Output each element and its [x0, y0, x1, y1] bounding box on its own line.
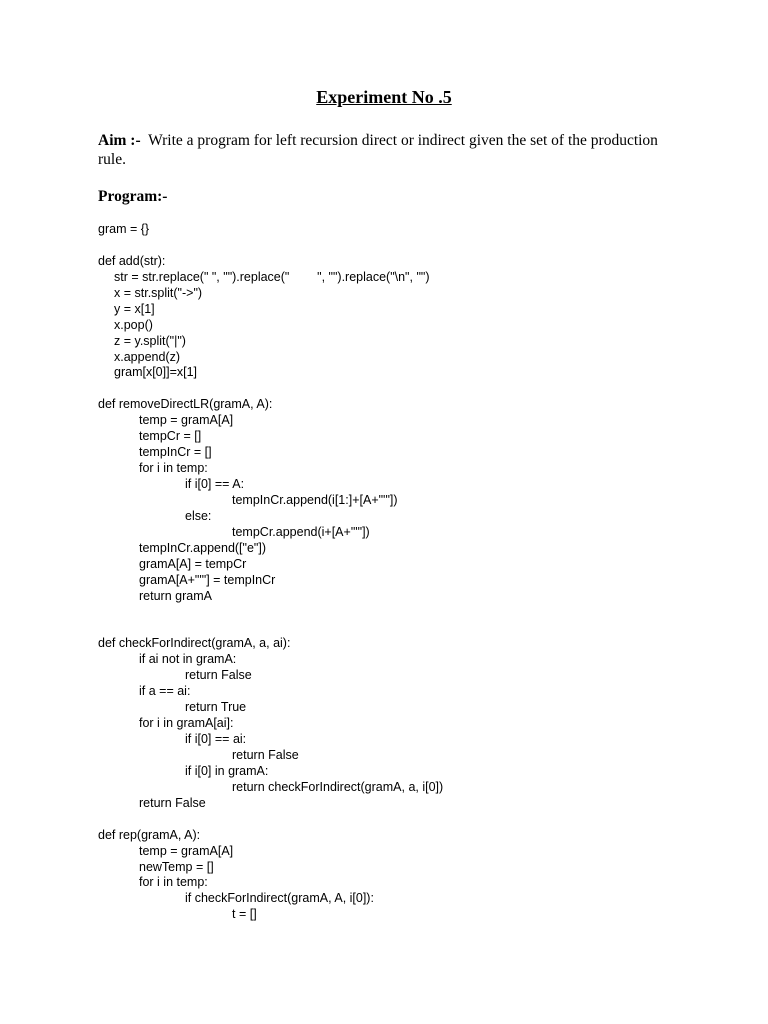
code-line: x.pop() — [114, 317, 153, 332]
aim-paragraph — [98, 131, 678, 169]
code-line: if ai not in gramA: — [139, 652, 237, 667]
aim-text: Write a program for left recursion direct or indirect given the set of the production rule. — [98, 132, 658, 168]
blank-line — [98, 238, 738, 254]
code-line: return checkForIndirect(gramA, a, i[0]) — [232, 779, 444, 794]
code-line: newTemp = [] — [139, 859, 214, 874]
code-line: def checkForIndirect(gramA, a, ai): — [98, 636, 291, 651]
code-line: for i in temp: — [139, 461, 208, 476]
aim-label: Aim :- — [98, 132, 141, 149]
code-line: else: — [185, 508, 212, 523]
blank-line — [98, 620, 738, 636]
code-line: tempCr.append(i+[A+"'"]) — [232, 524, 370, 539]
code-line: gramA[A] = tempCr — [139, 556, 247, 571]
code-line: gram[x[0]]=x[1] — [114, 365, 198, 380]
code-line: tempCr = [] — [139, 429, 202, 444]
code-line: def removeDirectLR(gramA, A): — [98, 397, 273, 412]
code-line: temp = gramA[A] — [139, 843, 234, 858]
code-line: if i[0] in gramA: — [185, 763, 269, 778]
code-line: gram = {} — [98, 222, 150, 236]
code-line: def rep(gramA, A): — [98, 827, 201, 842]
code-line: if i[0] == ai: — [185, 732, 247, 746]
code-line: if a == ai: — [139, 684, 191, 699]
code-line: def add(str): — [98, 253, 166, 268]
code-line: return True — [185, 700, 247, 715]
code-line: return False — [139, 795, 206, 810]
code-line: x.append(z) — [114, 349, 181, 364]
program-label: Program:- — [98, 188, 168, 205]
code-line: z = y.split("|") — [114, 333, 186, 348]
code-block — [98, 222, 738, 923]
code-line: for i in temp: — [139, 875, 208, 890]
code-line: temp = gramA[A] — [139, 413, 234, 428]
code-line: return False — [232, 747, 299, 762]
code-line: gramA[A+"'"] = tempInCr — [139, 572, 276, 587]
code-line: return gramA — [139, 588, 212, 603]
code-line: tempInCr.append(i[1:]+[A+"'"]) — [232, 492, 398, 507]
code-line: for i in gramA[ai]: — [139, 716, 234, 731]
code-line: str = str.replace(" ", "").replace(" ", "").replace("\n", "") — [114, 269, 430, 284]
code-line: return False — [185, 668, 252, 683]
blank-line — [98, 812, 738, 828]
code-line: t = [] — [232, 907, 257, 922]
code-line: if checkForIndirect(gramA, A, i[0]): — [185, 891, 374, 906]
code-line: x = str.split("->") — [114, 285, 203, 300]
experiment-title: Experiment No .5 — [316, 87, 452, 107]
code-line: y = x[1] — [114, 301, 155, 316]
code-line: tempInCr = [] — [139, 445, 212, 460]
code-line: if i[0] == A: — [185, 477, 245, 491]
blank-line — [98, 381, 738, 397]
code-line: tempInCr.append(["e"]) — [139, 540, 266, 555]
blank-line — [98, 605, 738, 621]
